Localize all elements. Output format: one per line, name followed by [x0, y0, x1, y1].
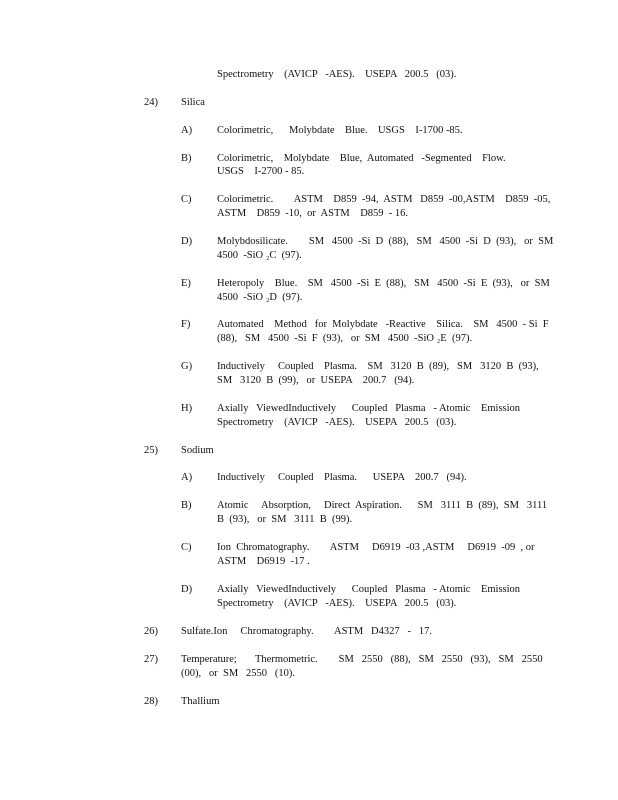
item-number: 27): [144, 654, 158, 665]
sub-text: Heteropoly Blue. SM 4500 -Si E (88), SM 4500 -Si E (93), or SM: [217, 278, 550, 289]
sub-text: ASTM D6919 -17 .: [217, 556, 310, 567]
sub-text: Colorimetric, Molybdate Blue, Automated -Segmented Flow.: [217, 153, 506, 164]
item-title-silica: Silica: [181, 97, 205, 108]
item-text-temperature: Temperature; Thermometric. SM 2550 (88), SM 2550 (93), SM 2550: [181, 654, 543, 665]
sub-letter: C): [181, 542, 192, 553]
sub-letter: B): [181, 500, 192, 511]
sub-letter: A): [181, 472, 193, 483]
item-number: 25): [144, 445, 158, 456]
item-text-sulfate: Sulfate.Ion Chromatography. ASTM D4327 - 17.: [181, 626, 433, 637]
item-number: 28): [144, 696, 158, 707]
sub-letter: D): [181, 236, 193, 247]
sub-text: Inductively Coupled Plasma. SM 3120 B (89), SM 3120 B (93),: [217, 361, 539, 372]
sub-letter: D): [181, 584, 193, 595]
sub-text: 4500 -SiO ₂D (97).: [217, 292, 303, 303]
sub-text: Spectrometry (AVICP -AES). USEPA 200.5 (03).: [217, 598, 457, 609]
sub-text: Axially ViewedInductively Coupled Plasma - Atomic Emission: [217, 403, 521, 414]
item-number: 26): [144, 626, 158, 637]
sub-letter: C): [181, 194, 192, 205]
sub-text: (88), SM 4500 -Si F (93), or SM 4500 -SiO ₂E (97).: [217, 333, 473, 344]
item-text-temperature: (00), or SM 2550 (10).: [181, 668, 296, 679]
sub-letter: G): [181, 361, 193, 372]
sub-text: SM 3120 B (99), or USEPA 200.7 (94).: [217, 375, 415, 386]
sub-text: B (93), or SM 3111 B (99).: [217, 514, 353, 525]
sub-letter: E): [181, 278, 191, 289]
sub-letter: H): [181, 403, 193, 414]
sub-text: Inductively Coupled Plasma. USEPA 200.7 (94).: [217, 472, 467, 483]
sub-text: ASTM D859 -10, or ASTM D859 - 16.: [217, 208, 409, 219]
item-title-thallium: Thallium: [181, 696, 220, 707]
item-number: 24): [144, 97, 158, 108]
sub-text: Colorimetric, Molybdate Blue. USGS I-1700 -85.: [217, 125, 463, 136]
sub-text: Automated Method for Molybdate -Reactive Silica. SM 4500 - Si F: [217, 319, 549, 330]
sub-letter: A): [181, 125, 193, 136]
sub-text: Ion Chromatography. ASTM D6919 -03 ,ASTM D6919 -09 , or: [217, 542, 535, 553]
item-title-sodium: Sodium: [181, 445, 214, 456]
sub-letter: B): [181, 153, 192, 164]
sub-text: Axially ViewedInductively Coupled Plasma - Atomic Emission: [217, 584, 521, 595]
sub-text: Spectrometry (AVICP -AES). USEPA 200.5 (03).: [217, 417, 457, 428]
continuation-text: Spectrometry (AVICP -AES). USEPA 200.5 (03).: [217, 69, 457, 80]
sub-text: Atomic Absorption, Direct Aspiration. SM 3111 B (89), SM 3111: [217, 500, 548, 511]
sub-text: USGS I-2700 - 85.: [217, 166, 305, 177]
sub-letter: F): [181, 319, 191, 330]
sub-text: Colorimetric. ASTM D859 -94, ASTM D859 -00,ASTM D859 -05,: [217, 194, 551, 205]
sub-text: 4500 -SiO ₂C (97).: [217, 250, 302, 261]
sub-text: Molybdosilicate. SM 4500 -Si D (88), SM 4500 -Si D (93), or SM: [217, 236, 554, 247]
